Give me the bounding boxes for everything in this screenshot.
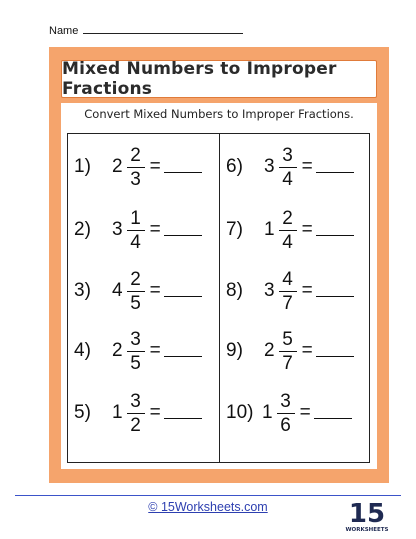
problem-number: 5)	[74, 402, 91, 423]
worksheet-panel	[61, 103, 377, 469]
problem-3	[74, 270, 202, 312]
answer-blank[interactable]	[164, 286, 202, 297]
fraction	[127, 270, 145, 313]
fraction-bar	[279, 230, 297, 231]
name-field[interactable]	[83, 23, 243, 34]
fraction-bar	[279, 291, 297, 292]
problem-number: 7)	[226, 219, 243, 240]
equals-sign: =	[149, 402, 161, 423]
numerator: 3	[130, 328, 141, 350]
whole-number: 4	[112, 280, 123, 301]
numerator: 3	[282, 144, 293, 166]
numerator: 4	[282, 268, 293, 290]
fraction	[279, 146, 297, 189]
fraction-bar	[127, 167, 145, 168]
equals-sign: =	[149, 156, 161, 177]
denominator: 4	[282, 168, 293, 190]
problem-4	[74, 330, 202, 372]
whole-number: 2	[112, 156, 123, 177]
copyright-link[interactable]: © 15Worksheets.com	[148, 500, 268, 514]
numerator: 2	[130, 144, 141, 166]
answer-blank[interactable]	[164, 408, 202, 419]
fraction	[127, 146, 145, 189]
denominator: 7	[282, 352, 293, 374]
answer-blank[interactable]	[316, 162, 354, 173]
denominator: 7	[282, 292, 293, 314]
equals-sign: =	[301, 156, 313, 177]
denominator: 5	[130, 292, 141, 314]
logo-text: WORKSHEETS	[345, 527, 389, 533]
denominator: 3	[130, 168, 141, 190]
name-label: Name	[49, 25, 79, 37]
fraction	[127, 209, 145, 252]
equals-sign: =	[299, 402, 311, 423]
whole-number: 3	[112, 219, 123, 240]
equals-sign: =	[149, 280, 161, 301]
fraction	[127, 330, 145, 373]
denominator: 4	[130, 231, 141, 253]
equals-sign: =	[301, 280, 313, 301]
denominator: 6	[280, 414, 291, 436]
footer-divider	[15, 495, 401, 496]
whole-number: 3	[264, 280, 275, 301]
numerator: 3	[130, 390, 141, 412]
equals-sign: =	[149, 340, 161, 361]
problem-10	[226, 392, 352, 434]
problem-number: 8)	[226, 280, 243, 301]
answer-blank[interactable]	[164, 225, 202, 236]
whole-number: 2	[264, 340, 275, 361]
problem-1	[74, 146, 202, 188]
logo-number: 15	[348, 499, 386, 529]
whole-number: 1	[264, 219, 275, 240]
equals-sign: =	[149, 219, 161, 240]
fraction-bar	[127, 351, 145, 352]
fraction-bar	[127, 413, 145, 414]
numerator: 2	[282, 207, 293, 229]
problem-grid	[67, 133, 370, 463]
numerator: 3	[280, 390, 291, 412]
worksheet-title: Mixed Numbers to Improper Fractions	[61, 60, 377, 98]
problem-8	[226, 270, 354, 312]
problem-number: 1)	[74, 156, 91, 177]
fraction	[127, 392, 145, 435]
numerator: 2	[130, 268, 141, 290]
problem-number: 10)	[226, 402, 254, 423]
problem-number: 4)	[74, 340, 91, 361]
problem-6	[226, 146, 354, 188]
answer-blank[interactable]	[316, 225, 354, 236]
problem-number: 6)	[226, 156, 243, 177]
answer-blank[interactable]	[164, 346, 202, 357]
answer-blank[interactable]	[316, 346, 354, 357]
answer-blank[interactable]	[314, 408, 352, 419]
problem-7	[226, 209, 354, 251]
instructions: Convert Mixed Numbers to Improper Fractions.	[84, 107, 354, 121]
equals-sign: =	[301, 219, 313, 240]
denominator: 5	[130, 352, 141, 374]
numerator: 5	[282, 328, 293, 350]
problem-number: 9)	[226, 340, 243, 361]
column-divider	[219, 134, 220, 462]
fraction-bar	[279, 167, 297, 168]
answer-blank[interactable]	[316, 286, 354, 297]
fraction	[279, 330, 297, 373]
denominator: 4	[282, 231, 293, 253]
whole-number: 1	[112, 402, 123, 423]
equals-sign: =	[301, 340, 313, 361]
problem-number: 3)	[74, 280, 91, 301]
fraction	[279, 209, 297, 252]
problem-5	[74, 392, 202, 434]
problem-number: 2)	[74, 219, 91, 240]
numerator: 1	[130, 207, 141, 229]
fraction-bar	[277, 413, 295, 414]
problem-9	[226, 330, 354, 372]
whole-number: 1	[262, 402, 273, 423]
whole-number: 3	[264, 156, 275, 177]
fraction-bar	[127, 291, 145, 292]
fraction	[279, 270, 297, 313]
name-row	[49, 23, 243, 37]
problem-2	[74, 209, 202, 251]
denominator: 2	[130, 414, 141, 436]
fraction	[277, 392, 295, 435]
fraction-bar	[279, 351, 297, 352]
answer-blank[interactable]	[164, 162, 202, 173]
worksheets-logo	[345, 497, 389, 535]
fraction-bar	[127, 230, 145, 231]
worksheet-frame	[49, 47, 389, 483]
whole-number: 2	[112, 340, 123, 361]
